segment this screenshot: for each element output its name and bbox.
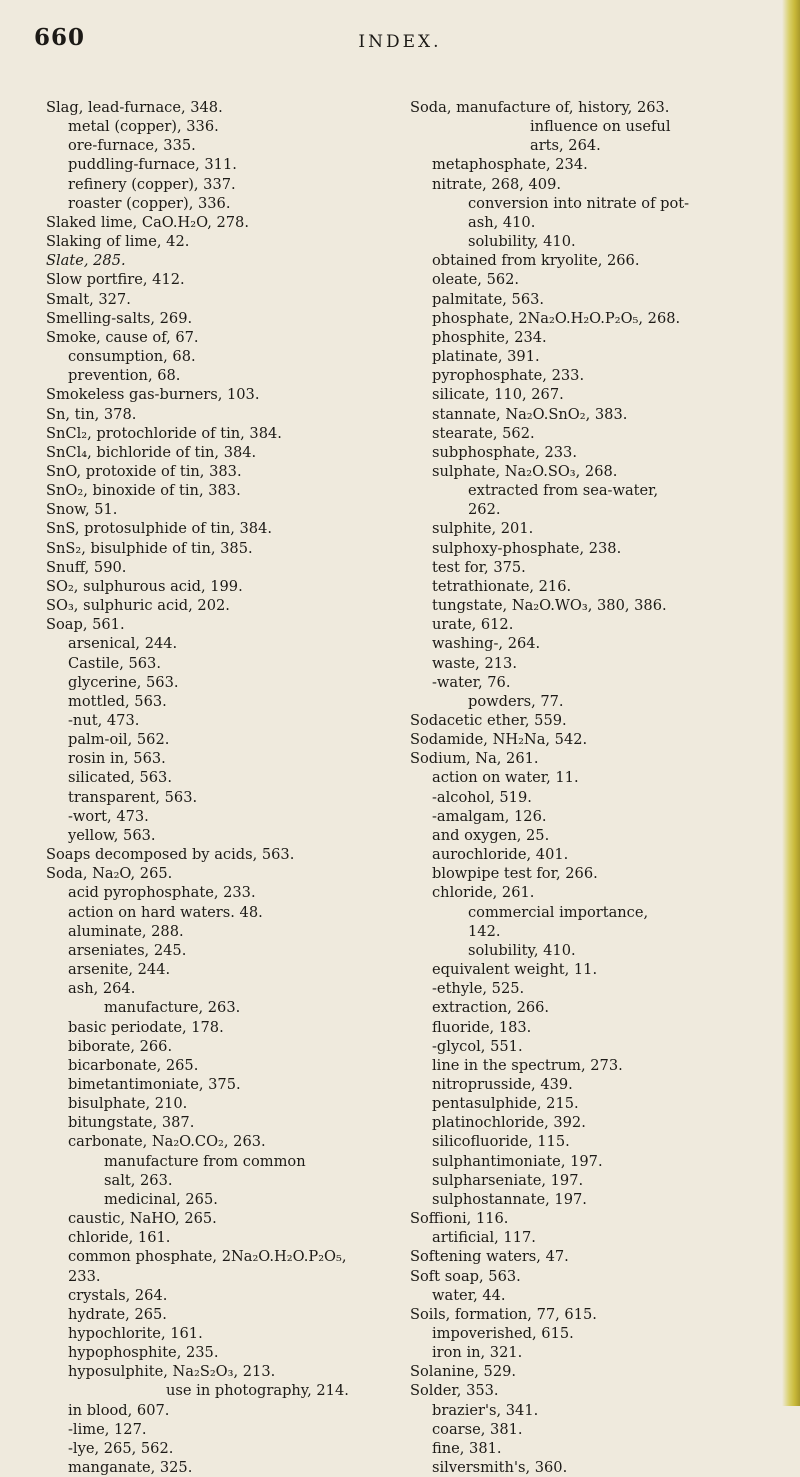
index-entry: ash, 410. (468, 213, 536, 231)
index-entry: stearate, 562. (432, 424, 535, 442)
index-entry: transparent, 563. (68, 788, 198, 806)
index-entry: arseniates, 245. (68, 941, 187, 959)
index-entry: -water, 76. (432, 673, 511, 691)
index-entry: Smalt, 327. (46, 290, 131, 308)
index-entry: arsenical, 244. (68, 635, 178, 653)
index-entry: SnCl₄, bichloride of tin, 384. (46, 443, 257, 461)
index-entry: common phosphate, 2Na₂O.H₂O.P₂O₅, (68, 1248, 347, 1266)
index-entry: Soft soap, 563. (410, 1267, 521, 1285)
index-entry: waste, 213. (432, 654, 517, 672)
index-entry: 233. (68, 1267, 101, 1285)
page-edge (782, 0, 800, 1406)
index-entry: manufacture from common (104, 1152, 306, 1170)
page-number: 660 (34, 24, 86, 51)
index-entry: blowpipe test for, 266. (432, 865, 598, 883)
index-entry: phosphate, 2Na₂O.H₂O.P₂O₅, 268. (432, 309, 681, 327)
index-entry: -lime, 127. (68, 1420, 147, 1438)
index-entry: palmitate, 563. (432, 290, 545, 308)
index-entry: -lye, 265, 562. (68, 1439, 174, 1457)
index-column-right (410, 98, 780, 1477)
index-entry: fine, 381. (432, 1439, 502, 1457)
index-entry: hydrate, 265. (68, 1305, 167, 1323)
index-entry: crystals, 264. (68, 1286, 168, 1304)
index-entry: caustic, NaHO, 265. (68, 1210, 217, 1228)
index-entry: action on water, 11. (432, 769, 579, 787)
index-entry: sulphite, 201. (432, 520, 534, 538)
index-entry: -amalgam, 126. (432, 807, 547, 825)
index-entry: Soaps decomposed by acids, 563. (46, 846, 295, 864)
index-entry: solubility, 410. (468, 941, 576, 959)
index-entry: glycerine, 563. (68, 673, 179, 691)
index-entry: palm-oil, 562. (68, 731, 170, 749)
index-entry: use in photography, 214. (166, 1382, 349, 1400)
index-entry: Soffioni, 116. (410, 1210, 509, 1228)
index-entry: sulpharseniate, 197. (432, 1171, 584, 1189)
index-entry: sulphostannate, 197. (432, 1190, 587, 1208)
index-entry: nitrate, 268, 409. (432, 175, 562, 193)
index-entry: acid pyrophosphate, 233. (68, 884, 256, 902)
index-entry: basic periodate, 178. (68, 1018, 224, 1036)
index-entry: biborate, 266. (68, 1037, 173, 1055)
index-entry: subphosphate, 233. (432, 443, 577, 461)
index-entry: manganate, 325. (68, 1459, 193, 1477)
index-entry: tetrathionate, 216. (432, 577, 572, 595)
index-entry: line in the spectrum, 273. (432, 1056, 623, 1074)
index-entry: arsenite, 244. (68, 961, 171, 979)
index-entry: -nut, 473. (68, 712, 140, 729)
index-entry: arts, 264. (530, 137, 601, 155)
index-entry: silicated, 563. (68, 769, 172, 787)
index-entry: silversmith's, 360. (432, 1459, 568, 1477)
index-entry: -wort, 473. (68, 807, 149, 825)
index-entry: and oxygen, 25. (432, 826, 550, 844)
index-entry: iron in, 321. (432, 1344, 523, 1362)
index-entry: Snow, 51. (46, 501, 118, 519)
index-entry: Slow portfire, 412. (46, 271, 185, 289)
index-entry: hypochlorite, 161. (68, 1325, 203, 1342)
index-entry: impoverished, 615. (432, 1325, 574, 1342)
index-entry: Sodacetic ether, 559. (410, 712, 567, 729)
index-entry: ore-furnace, 335. (68, 137, 196, 155)
index-entry: medicinal, 265. (104, 1190, 218, 1208)
running-head: INDEX. (358, 32, 442, 52)
index-entry: 262. (468, 501, 501, 519)
index-entry: consumption, 68. (68, 348, 196, 366)
index-entry: washing-, 264. (432, 635, 541, 653)
index-entry: Sodamide, NH₂Na, 542. (410, 731, 588, 749)
index-entry: platinate, 391. (432, 348, 540, 366)
index-entry: action on hard waters. 48. (68, 903, 263, 921)
index-entry: refinery (copper), 337. (68, 175, 236, 193)
index-entry: bitungstate, 387. (68, 1114, 195, 1132)
index-entry: mottled, 563. (68, 692, 167, 710)
index-entry: pentasulphide, 215. (432, 1095, 579, 1113)
index-entry: artificial, 117. (432, 1229, 536, 1247)
index-entry: urate, 612. (432, 616, 514, 634)
index-entry: Smelling-salts, 269. (46, 309, 193, 327)
index-entry: SnO₂, binoxide of tin, 383. (46, 482, 241, 500)
index-entry: platinochloride, 392. (432, 1114, 586, 1132)
index-entry: tungstate, Na₂O.WO₃, 380, 386. (432, 597, 667, 615)
index-entry: salt, 263. (104, 1171, 173, 1189)
index-entry: Slate, 285. (46, 252, 126, 270)
index-entry: sulphate, Na₂O.SO₃, 268. (432, 462, 618, 480)
index-entry: silicofluoride, 115. (432, 1133, 570, 1151)
index-entry: water, 44. (432, 1286, 506, 1304)
index-entry: yellow, 563. (68, 826, 156, 844)
index-entry: aurochloride, 401. (432, 846, 569, 864)
index-entry: solubility, 410. (468, 233, 576, 251)
index-entry: bimetantimoniate, 375. (68, 1075, 241, 1093)
index-entry: extraction, 266. (432, 999, 550, 1017)
index-entry: SnS, protosulphide of tin, 384. (46, 520, 273, 538)
index-entry: Solanine, 529. (410, 1363, 517, 1381)
index-entry: Slag, lead-furnace, 348. (46, 99, 223, 116)
index-entry: SnCl₂, protochloride of tin, 384. (46, 424, 282, 442)
index-entry: Smoke, cause of, 67. (46, 328, 199, 346)
index-entry: conversion into nitrate of pot- (468, 194, 690, 212)
index-entry: sulphantimoniate, 197. (432, 1152, 603, 1170)
index-entry: -glycol, 551. (432, 1037, 523, 1055)
index-entry: carbonate, Na₂O.CO₂, 263. (68, 1133, 266, 1151)
index-entry: roaster (copper), 336. (68, 194, 231, 212)
index-entry: phosphite, 234. (432, 328, 547, 346)
index-entry: aluminate, 288. (68, 922, 184, 940)
index-entry: test for, 375. (432, 558, 526, 576)
index-column-left (46, 98, 396, 1477)
index-entry: metaphosphate, 234. (432, 156, 588, 174)
index-entry: pyrophosphate, 233. (432, 367, 585, 385)
index-entry: Smokeless gas-burners, 103. (46, 386, 260, 404)
index-entry: chloride, 161. (68, 1229, 171, 1247)
index-entry: powders, 77. (468, 692, 564, 710)
index-entry: Softening waters, 47. (410, 1248, 569, 1266)
index-entry: prevention, 68. (68, 367, 181, 385)
index-entry: obtained from kryolite, 266. (432, 252, 640, 270)
index-entry: nitroprusside, 439. (432, 1075, 573, 1093)
index-entry: Snuff, 590. (46, 558, 127, 576)
index-entry: bicarbonate, 265. (68, 1056, 199, 1074)
index-entry: SnO, protoxide of tin, 383. (46, 462, 242, 480)
index-entry: equivalent weight, 11. (432, 961, 598, 979)
index-entry: hyposulphite, Na₂S₂O₃, 213. (68, 1363, 276, 1381)
index-entry: -alcohol, 519. (432, 788, 532, 806)
index-entry: Castile, 563. (68, 654, 161, 672)
index-entry: oleate, 562. (432, 271, 520, 289)
index-entry: brazier's, 341. (432, 1401, 539, 1419)
index-entry: sulphoxy-phosphate, 238. (432, 539, 622, 557)
index-entry: 142. (468, 922, 501, 940)
index-entry: Sn, tin, 378. (46, 405, 137, 423)
index-entry: stannate, Na₂O.SnO₂, 383. (432, 405, 628, 423)
index-entry: bisulphate, 210. (68, 1095, 188, 1113)
index-entry: Soap, 561. (46, 616, 125, 634)
index-entry: coarse, 381. (432, 1420, 523, 1438)
index-entry: SnS₂, bisulphide of tin, 385. (46, 539, 253, 557)
index-entry: Soda, manufacture of, history, 263. (410, 99, 670, 116)
index-entry: SO₃, sulphuric acid, 202. (46, 597, 230, 615)
index-entry: Soda, Na₂O, 265. (46, 865, 173, 883)
index-entry: fluoride, 183. (432, 1018, 532, 1036)
index-entry: extracted from sea-water, (468, 482, 659, 500)
index-entry: chloride, 261. (432, 884, 535, 902)
index-entry: SO₂, sulphurous acid, 199. (46, 577, 243, 595)
index-entry: hypophosphite, 235. (68, 1344, 219, 1362)
index-entry: influence on useful (530, 118, 671, 136)
index-entry: Solder, 353. (410, 1382, 499, 1400)
index-entry: -ethyle, 525. (432, 980, 525, 998)
index-entry: Soils, formation, 77, 615. (410, 1305, 597, 1323)
index-entry: commercial importance, (468, 903, 649, 921)
index-entry: ash, 264. (68, 980, 136, 998)
index-entry: Slaked lime, CaO.H₂O, 278. (46, 213, 249, 231)
index-entry: puddling-furnace, 311. (68, 156, 237, 174)
index-entry: Slaking of lime, 42. (46, 233, 190, 251)
index-entry: rosin in, 563. (68, 750, 166, 768)
index-entry: metal (copper), 336. (68, 118, 219, 136)
index-entry: Sodium, Na, 261. (410, 750, 539, 768)
index-entry: manufacture, 263. (104, 999, 241, 1017)
index-entry: silicate, 110, 267. (432, 386, 564, 404)
index-entry: in blood, 607. (68, 1401, 170, 1419)
